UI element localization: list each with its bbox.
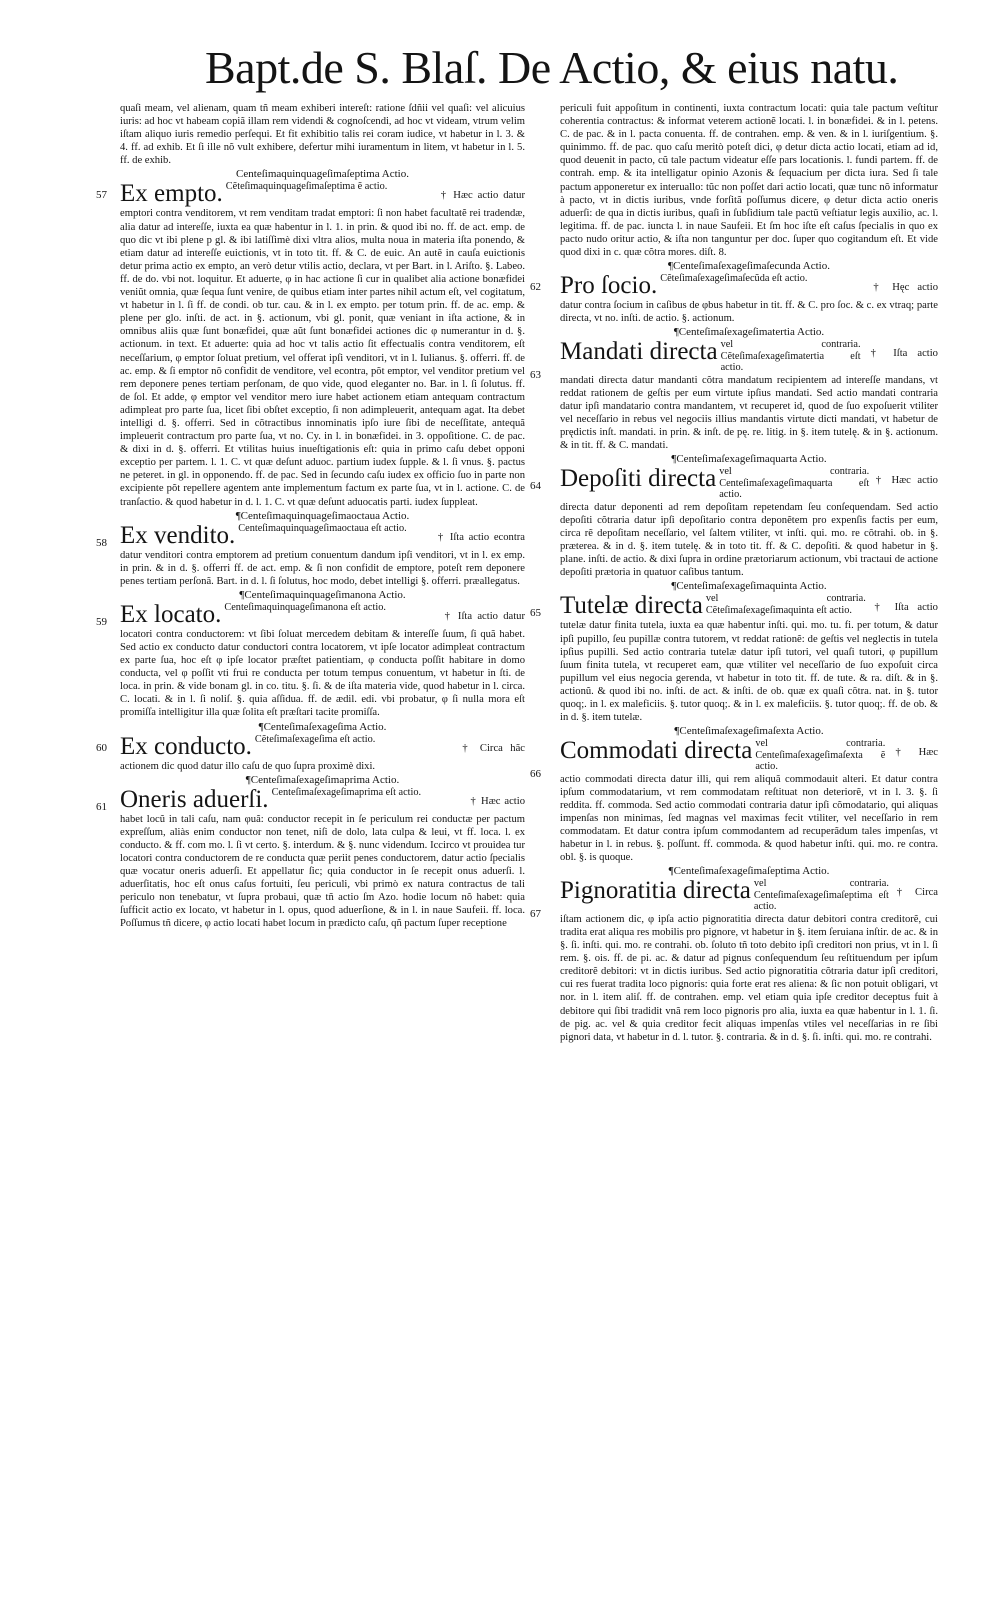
section-body — [530, 877, 939, 1043]
section-mandati-directa — [530, 326, 938, 452]
section-text: † Circa iſtam actionem dic, φ ipſa actio pignoratitia directa datur debitori contra creditorẽ, cui tradita erat aliqua res mobilis pro pignore, vt habetur in §. item ſeruiana inſtir. de ac. & in §. ſi. inſti. qui. mo. re contrahi. ob. ſoluto tñ toto debito ipſi creditori non prius, vt in l. ſi rem. §. ois. ff. de pi. ac. & datur ad pignus conſequendum ſeu reſtituendum per ipſum creditorẽ debitori: vt in dictis iuribus. Sed actio pignoratitia cõtraria datur ipſi creditori, cui res fuerat tradita loco pignoris: quia forte erat res aliena: & ſic non potuit obligari, vt nor. in l. item aliſ. ff. de contrahen. emp. vel etiam quia ipſe creditor deceptus fuit à debitore qui ſibi tradidit vnã rem loco pignoris pro alia, iuxta ea quæ habentur in l. 1. ſi. de pig. ac. vel & quia creditor fecit aliquas impenſas vtiles vel neceſſarias in re ſibi pignori data, vt habetur in d. l. tutor. §. contraria. & in d. §. ſi. inſti. qui. mo. re contrahi. — [560, 887, 939, 1043]
section-body — [96, 785, 525, 931]
section-ex-empto — [96, 168, 525, 508]
section-subheading: ¶Centeſimaquinquageſimanona Actio. — [239, 588, 406, 601]
section-subheading: ¶Centeſimaſexageſimaſexta Actio. — [674, 725, 824, 738]
section-text: † Hæc actio commodati directa datur illi, qui rem aliquã commodauit alteri. Et datur contra ipſum commodatarium, vt rem commodatam reſtituat non deteriorẽ, vt in l. 3. §. ſi reddita. ff. commoda. Sed actio commodati contraria datur ipſi cõmodatario, qui aliquas impenſas non minimas, ſed magnas vel maximas fecit vtiliter, vel neceſſario in rem commodatam. Et datur contra ipſum commodantem ad recuperãdum tales impenſas, vt habetur in l. in rebus. §. poſſunt. ff. commoda. & quod habetur inſti. qui. mo. re contra. obl. §. is quoque. — [560, 747, 938, 864]
section-side-note: vel contraria. Centeſimaſexageſimaquarta eſt actio. — [719, 466, 870, 501]
section-ex-vendito — [96, 509, 525, 588]
section-ex-locato — [96, 588, 525, 720]
section-body — [96, 600, 525, 720]
section-commodati-directa — [530, 725, 938, 864]
section-title: Ex locato. — [120, 600, 222, 628]
section-title: Commodati directa — [560, 737, 753, 765]
section-subheading: ¶Centeſimaquinquageſimaoctaua Actio. — [235, 509, 410, 522]
section-title: Pignoratitia directa — [560, 877, 751, 905]
section-text: † Iſta actio tutelæ datur finita tutela, iuxta ea quæ habentur inſti. qui. mo. tu. fi. per totum, & datur ipſi pupillo, ſeu pupillæ contra tutorem, vt reddat rationẽ: de geſtis vel neglectis in tutela ipſius pupilli. Sed actio contraria tutelæ datur ipſi tutori, vel quaſi tutori, φ pupillum ſuum finita tutela, vt recuperet eam, quæ vtiliter vel neceſſario de ſuo expoſuit circa pupillum vel eius negocia gerenda, vt habetur in toto tit. ff. de tute. & ra. diſt. & in §. actionũ. & quod ibi no. inſti. de act. & inſti. de ob. quæ ex quaſi cõtra. nat. in §. tutor quoq;. in l. ex maleficiis. §. tutor quoq;. & in l. ex maleficiis. §. tutor quoq;. ff. de ob. & in d. §. item tutelæ. — [560, 602, 938, 724]
section-title: Tutelæ directa — [560, 592, 703, 620]
section-text: † Circa hãc actionem dic quod datur illo caſu de quo ſupra proximè dixi. — [120, 742, 525, 772]
section-text: † Hæc actio habet locũ in tali caſu, nam φuã: conductor recepit in ſe periculum rei conductæ per pactum expreſſum, aliàs enim conductor non tenet, niſi de dolo, lata culpa & leui, vt ff. loca. l. ex conducto. & ff. com mo. l. ſi vt certo. §. interdum. & §. nunc videndum. Iccirco vt prouidea tur locatori contra conductorem de re conducta quæ periit penes conductorem, datur actio ſpecialis quæ vocatur oneris aduerſi. Et appellatur ſic; quia conductor in ſe recepit onus aduerſi. l. aduerſitatis, hoc eſt onus caſus fortuiti, ſeu periculi, vbi primò ex natura contractus de tali periculo non tenebatur, vt ſupra probaui, quæ tñ actio ſm Azo. hodie locum nõ habet: quia ſufficit actio ex locato, vt habetur in l. opus, quod aduerſione, & in l. in naue Saufeii. ff. loca. Poſſumus tñ dicere, φ actio locati habet locum in prædicto caſu, qñ pactum ſuper receptione — [120, 795, 525, 930]
running-head: Bapt.de S. Blaſ. De Actio, & eius natu. — [205, 42, 899, 93]
section-pro-socio — [530, 260, 938, 325]
margin-number: 61 — [96, 800, 107, 813]
section-subheading: ¶Centeſimaſexageſimatertia Actio. — [673, 326, 825, 339]
section-body — [96, 180, 525, 508]
margin-number: 59 — [96, 615, 107, 628]
section-side-note: Cẽteſimaſexageſima eſt actio. — [254, 733, 376, 745]
margin-number: 62 — [530, 281, 541, 294]
right-intro-paragraph: periculi fuit appoſitum in continenti, iuxta contractum locati: quia tale pactum veſtitur coherentia contractus: & informat veterem actionẽ locati. l. in bonæfidei. & in l. petens. C. de pac. & in l. pacta conuenta. ff. de contrahen. emp. & ven. & in l. iuriſgentium. §. quinimmo. ff. de pac. quo caſu meritò poteſt dici, φ detur dicta actio locati, etiam ad id, quod deuenit in pacto, cũ tale pactum videatur eſſe pars locationis. l. fundi partem. ff. de contrah. emp. & ita intelligatur opinio Azonis & ſequacium per dicta iura. Sed ſi tale pactum apponeretur ex interuallo: tũc non poſſet dari actio locati, quæ tunc nõ informatur à pacto, vt in dictis iuribus, vnde forſitã poſſumus dicere, φ detur dicta actio oneris aduerſi: de qua in dictis iuribus, quaſi in ſubſidium tale pactũ veſtiatur legis auxilio, ac. l. legitima. ff. de pac. iuncta l. in naue Saufeii. Et ſm hoc iſte eſt caſus ſpecialis in quo ex pacto nudo oritur actio, & iſta non tanguntur per doc. ſuper quo cogitandum eſt. Et vide quod dixi in c. quæ cõtra mores. diſt. 8. — [560, 103, 938, 259]
section-depositi-directa — [530, 453, 938, 579]
margin-number: 60 — [96, 741, 107, 754]
section-title: Ex vendito. — [120, 521, 236, 549]
section-side-note: Centeſimaquinquageſimanona eſt actio. — [224, 601, 386, 613]
section-body — [530, 338, 938, 452]
section-body — [96, 521, 525, 588]
section-body — [96, 732, 525, 773]
section-text: † Hæc actio datur emptori contra venditorem, vt rem venditam tradat emptori: ſi non habet facultatẽ rei tradendæ, alia datur ad intereſſe, iuxta ea quæ habentur in l. 1. in prin. & quod ibi no. ff. de act. emp. de quo dic vt ibi plene p gl. & ibi latiſſimè dixi vltra alios, multa noua in materia iſta ponendo, & etiam datur ad intereſſe euictionis, vt in toto tit. ff. & C. de euic. An autẽ in cauſa euictionis detur prima actio ex empto, an verò detur vtilis actio, declara, vt per Bart. in l. Ariſto. §. Labeo. ff. de do. vbi not. loquitur. Et aduerte, φ in hac actione ſi cur in qualibet alia actione bonæfidei veniũt omnia, quæ ſequa ſunt venire, de quibus etiam inter partes nihil actum eſt, vel cogitatum, vt habetur in l. ſi ff. de condi. ob tur. cau. & in l. ex empto. per totum prin. ff. de ac. emp. & plene per glo. inſti. de act. in §. actionum, vbi gl. ponit, quæ veniant in iſta actione, & in omnibus aliis quæ ſunt bonæfidei, quæ aũt ſunt bonæfidei actiones dic φ numerantur in d. §. actionum. in text. Et aduerte: quia ad hoc vt talis actio ſit effectualis contra venditorem, eſt neceſſarium, φ emptor ſoluat pretium, vel offerat ipſi venditori, vt in l. Iulianus. §. offerri. ff. de ac. emp. & ſi emptor nõ confidit de venditore, vel econtra, põt emptor, vel venditor pretium vel rem deponere penes tertiam perſonam, de quo vide, quod eleganter no. Bar. in l. ſi ſolutus. ff. de ſol. Et adde, φ emptor vel venditor mero iure habet actionem etiam antequam contractum adimpleat pro parte ſua, licet ſibi obſtet exceptio, ſi non adimpleuerit, antequam agat. Ita debet intelligi d. §. offerri. Sed in cõtractibus innominatis ipſo iure ſibi de neceſſitate, antequã impleuerit contractum pro parte ſua, vt no. Cy. in l. in bonæfidei. in 3. oppoſitione. C. de pac. & dixi in d. §. offerri. Et vtilitas huius inueſtigationis eſt: quia in primo caſu debet opponi exceptio per partem. l. 1. C. vt quæ deſunt aduoc. partium iudex ſupple. & l. ſi vnus. §. pactus ne peteret. in gl. in opponendo. ff. de pac. Sed in ſecundo caſu iudex ex officio ſuo in parte non excipiente põt repellere agentem ante implementum factum ex parte ſua, vt in l. actione. C. de tranſactio. & quod habetur in d. l. 1. C. vt quæ deſunt aduocatis parti. iudex ſuppleat. — [120, 190, 525, 508]
section-tutelae-directa — [530, 580, 938, 724]
section-body — [530, 465, 938, 579]
section-side-note: Centeſimaſexageſimaprima eſt actio. — [271, 786, 422, 798]
section-subheading: ¶Centeſimaſexageſimaprima Actio. — [245, 773, 400, 786]
margin-number: 58 — [96, 536, 107, 549]
section-subheading: ¶Centeſimaſexageſimaquarta Actio. — [671, 453, 827, 466]
section-subheading: Centeſimaquinquageſimaſeptima Actio. — [236, 168, 409, 181]
section-title: Pro ſocio. — [560, 272, 658, 300]
section-side-note: Cẽteſimaſexageſimaſecũda eſt actio. — [660, 273, 808, 285]
section-title: Oneris aduerſi. — [120, 785, 269, 813]
section-subheading: ¶Centeſimaſexageſimaquinta Actio. — [671, 580, 827, 593]
section-body — [530, 592, 938, 724]
margin-number: 64 — [530, 480, 541, 493]
left-intro-paragraph: quaſi meam, vel alienam, quam tñ meam exhiberi intereſt: ratione ſdñii vel quaſi: vel alicuius iuris: ad hoc vt habeam copiã illam rem videndi & cognoſcendi, ad hoc vt videam, vtrum velim iſtam aliquo iuris remedio perſequi. Et fit exhibitio talis rei coram iudice, vt habetur in l. 3. & 4. ff. ad exhib. Et ſi ille nõ vult exhibere, defertur mihi iuramentum in litem, vt habetur in l. 5. ff. de exhib. — [120, 103, 525, 167]
section-title: Mandati directa — [560, 338, 718, 366]
section-side-note: vel contraria. Cẽteſimaſexageſimaquinta eſt actio. — [705, 593, 866, 616]
section-text: † Iſta actio econtra datur venditori contra emptorem ad pretium conuentum dandum ipſi venditori, vt in l. ex emp. in prin. & in d. §. offerri ff. de act. emp. & ſi non confidit de emptore, poteſt rem deponere penes tertiam perſonã. Bart. in d. l. ſi ſolutus, hoc modo, debet intelligi §. offerri. præallegatus. — [120, 531, 525, 587]
section-title: Ex conducto. — [120, 732, 252, 760]
section-text: † Hæc actio directa datur deponenti ad rem depoſitam repetendam ſeu conſequendam. Sed actio depoſiti cõtraria datur ipſi depoſitario contra deponẽtem pro expenſis factis per eum, circa rẽ depoſitam neceſſario, vel ſaltem vtiliter, vt inſti. qui. mo. re cõtrahi. ob. in §. præterea. & in d. §. item tutelę. & in toto tit. ff. & C. depoſiti. & quod habetur in §. plane. inſti. de actio. & dixi ſupra in ordine prætoriarum actionum, vbi tractaui de actione depoſiti prætoria in quatuor caſibus tantum. — [560, 475, 938, 579]
section-title: Ex empto. — [120, 180, 223, 208]
section-text: † Iſta actio datur locatori contra conductorem: vt ſibi ſoluat mercedem debitam & intereſſe ſuum, ſi quã habet. Sed actio ex conducto datur conductori contra locatorem, vt ipſe locator adimpleat contractum ex parte ſua, hoc eſt φ ipſe locator præſtet patientiam, φ conducta poſſit habitare in domo conducta, vel φ poſſit vti frui re conducta per totum tempus conuentum, vt habetur in ſti. de loca. in prin. & vide bonam gl. in co. titu. §. ſi. & de iſta materia vide, quod habetur in l. circa. C. locati. & in l. ſi noliſ. §. quia aſſidua. ff. de ædil. edi. vbi probatur, φ ſi nulla mora eſt promiſſa intelligitur illa quæ ſolita eſt præſtari tacite promiſſa. — [120, 610, 525, 719]
section-text: † Iſta actio mandati directa datur mandanti cõtra mandatum recipientem ad intereſſe mandans, vt reddat rationem de geſtis per eum virtute ipſius mandati. Sed actio mandati contraria datur ipſi mandatario contra mandantem, vt recuperet id, quod de ſuo expoſuerit vtiliter vel neceſſario in rebus vel negociis illius mandantis virtute dicti mandati, vt habetur de prędictis inſt. mandati. in prin. & inſt. de pę. re. litig. in §. item tutelę. & in §. actionum. & in tit. ff. & C. mandati. — [560, 348, 938, 452]
section-side-note: vel contraria. Centeſimaſexageſimaſexta ẽ actio. — [755, 738, 886, 773]
margin-number: 65 — [530, 607, 541, 620]
section-oneris-aduersi — [96, 773, 525, 931]
section-side-note: Centeſimaquinquageſimaoctaua eſt actio. — [238, 522, 407, 534]
section-text: † Hęc actio datur contra ſocium in caſibus de φbus habetur in tit. ff. & C. pro ſoc. & c. ex vtraq; parte directa, vt no. inſti. de actio. §. actionum. — [560, 282, 938, 325]
margin-number: 63 — [530, 369, 541, 382]
section-body — [530, 737, 938, 864]
right-column — [530, 102, 939, 1045]
left-column — [96, 102, 525, 932]
section-ex-conducto — [96, 720, 525, 773]
margin-number: 67 — [530, 908, 541, 921]
section-body — [530, 272, 938, 325]
margin-number: 66 — [530, 768, 541, 781]
section-subheading: ¶Centeſimaſexageſima Actio. — [258, 720, 387, 733]
section-pignoratitia-directa — [530, 865, 939, 1043]
section-subheading: ¶Centeſimaſexageſimaſecunda Actio. — [668, 260, 830, 273]
section-side-note: vel contraria. Cẽteſimaſexageſimatertia eſt actio. — [720, 339, 861, 374]
section-side-note: Cẽteſimaquinquageſimaſeptima ẽ actio. — [225, 181, 388, 193]
section-title: Depoſiti directa — [560, 465, 717, 493]
section-side-note: vel contraria. Centeſimaſexageſimaſeptima eſt actio. — [753, 878, 889, 913]
section-subheading: ¶Centeſimaſexageſimaſeptima Actio. — [668, 865, 830, 878]
margin-number: 57 — [96, 189, 107, 202]
